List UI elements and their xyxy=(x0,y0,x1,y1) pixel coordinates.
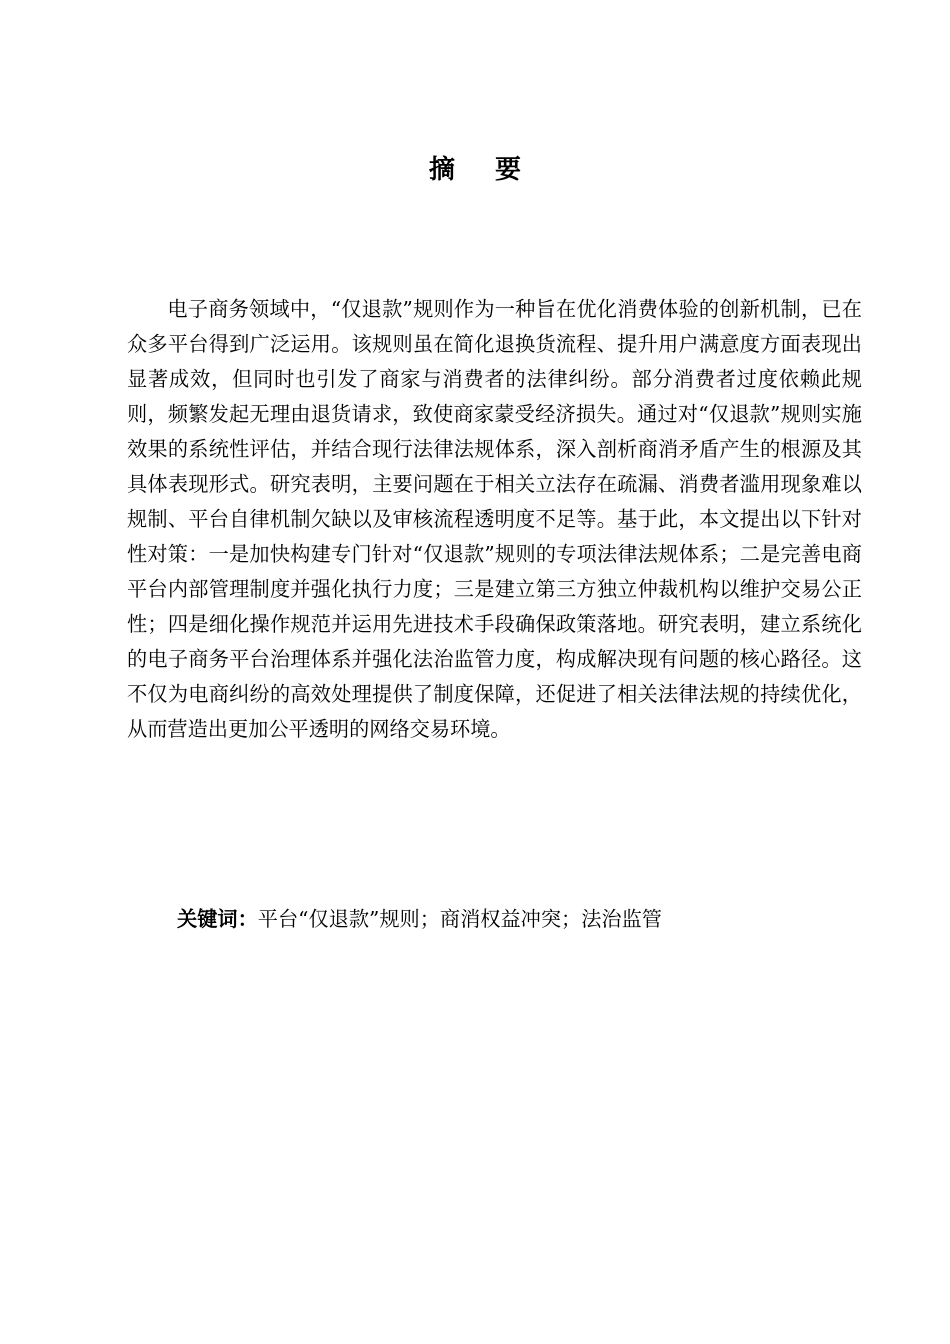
keywords-line xyxy=(177,902,867,937)
page-title: 摘要 xyxy=(428,155,561,185)
keywords-label: 关键词： xyxy=(177,907,258,931)
keywords-text: 平台“仅退款”规则；商消权益冲突；法治监管 xyxy=(257,907,662,931)
abstract-paragraph: 电子商务领域中，“仅退款”规则作为一种旨在优化消费体验的创新机制，已在众多平台得到广泛运用。该规则虽在简化退换货流程、提升用户满意度方面表现出显著成效，但同时也引发了商家与消费者的法律纠纷。部分消费者过度依赖此规则，频繁发起无理由退货请求，致使商家蒙受经济损失。通过对“仅退款”规则实施效果的系统性评估，并结合现行法律法规体系，深入剖析商消矛盾产生的根源及其具体表现形式。研究表明，主要问题在于相关立法存在疏漏、消费者滥用现象难以规制、平台自律机制欠缺以及审核流程透明度不足等。基于此，本文提出以下针对性对策：一是加快构建专门针对“仅退款”规则的专项法律法规体系；二是完善电商平台内部管理制度并强化执行力度；三是建立第三方独立仲裁机构以维护交易公正性；四是细化操作规范并运用先进技术手段确保政策落地。研究表明，建立系统化的电子商务平台治理体系并强化法治监管力度，构成解决现有问题的核心路径。这不仅为电商纠纷的高效处理提供了制度保障，还促进了相关法律法规的持续优化，从而营造出更加公平透明的网络交易环境。 xyxy=(127,297,862,741)
